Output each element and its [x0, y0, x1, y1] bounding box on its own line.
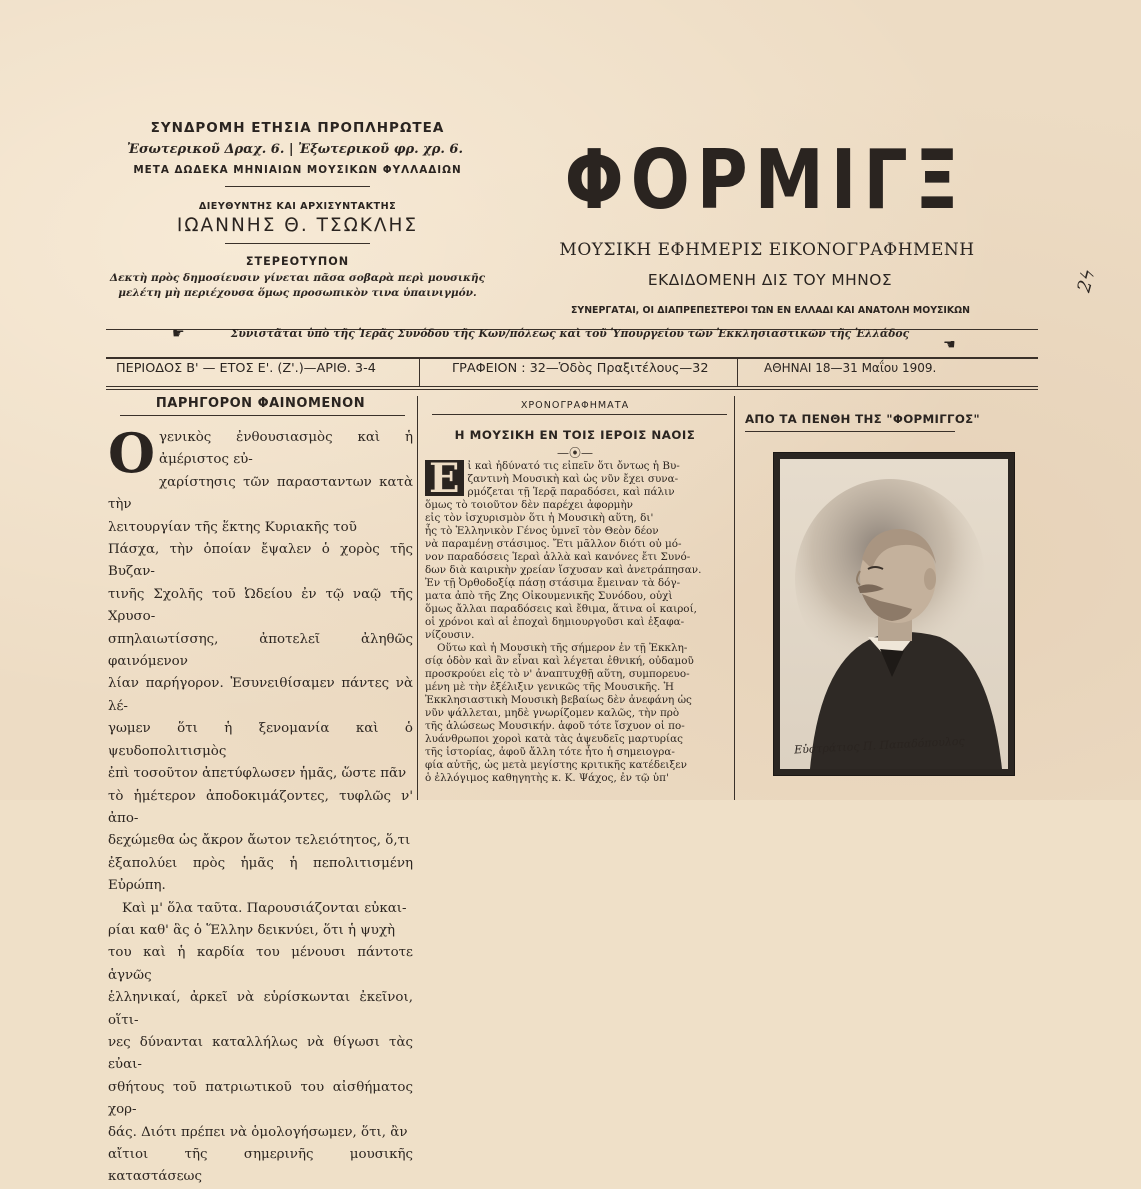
- masthead-contributors: ΣΥΝΕΡΓΑΤΑΙ, ΟΙ ΔΙΑΠΡΕΠΕΣΤΕΡΟΙ ΤΩΝ ΕΝ ΕΛΛΑΔΙ ΚΑΙ ΑΝΑΤΟΛΗ ΜΟΥΣΙΚΩΝ: [571, 305, 970, 316]
- col2-section-label: ΧΡΟΝΟΓΡΑΦΗΜΑΤΑ: [520, 400, 630, 411]
- subscription-heading: ΣΥΝΔΡΟΜΗ ΕΤΗΣΙΑ ΠΡΟΠΛΗΡΩΤΕΑ: [150, 120, 445, 136]
- issue-bar-divider-1: [419, 359, 420, 387]
- col2-article: [425, 455, 730, 800]
- issue-bar-top-rule: [106, 357, 1038, 359]
- issue-bar-bottom-rule-2: [106, 389, 1038, 390]
- col1-dropcap: Ο: [108, 421, 156, 485]
- pointing-hand-icon-left: ☛: [172, 326, 185, 342]
- portrait-figure: [780, 459, 1008, 769]
- issue-bar-divider-2: [737, 359, 738, 387]
- masthead-title: ΦΟΡΜΙΓΞ: [564, 133, 966, 228]
- col2-paragraph-2: Οὕτω καὶ ἡ Μουσικὴ τῆς σήμερον ἐν τῇ Ἐκκλη- σίᾳ ὁδὸν καὶ ἂν εἶναι καὶ λέγεται ἐθνική, οὐδαμοῦ προσκρούει εἰς τὸ ν' ἀναπτυχθῇ αὕτη, συμπορευο- μένη μὲ τὴν ἐξέλιξιν γενικῶς τῆς Μουσικῆς. Ἡ Ἐκκλησιαστικὴ Μουσικὴ βεβαίως δὲν ἀνεφάνη ὡς νῦν ψάλλεται, μηδὲ γνωρίζομεν καλῶς, τὴν πρὸ τῆς ἁλώσεως Μουσικήν. ἀφοῦ τότε ἴσχυον οἱ πο- λυάνθρωποι χοροὶ κατὰ τὰς ἀψευδεῖς μαρτυρίας τῆς ἱστορίας, ἀφοῦ ἄλλη τότε ἦτο ἡ σημειογρα- φία αὐτῆς, ὡς μετὰ μεγίστης κριτικῆς κατέδειξεν ὁ ἐλλόγιμος καθηγητὴς κ. Κ. Ψάχος, ἐν τῷ ὑπ': [425, 642, 694, 784]
- masthead-frequency: ΕΚΔΙΔΟΜΕΝΗ ΔΙΣ ΤΟΥ ΜΗΝΟΣ: [647, 271, 893, 289]
- col2-heading: Η ΜΟΥΣΙΚΗ ΕΝ ΤΟΙΣ ΙΕΡΟΙΣ ΝΑΟΙΣ: [454, 428, 696, 442]
- subscription-prices: Ἐσωτερικοῦ Δραχ. 6. | Ἐξωτερικοῦ φρ. χρ. 6.: [127, 142, 463, 157]
- director-name: ΙΩΑΝΝΗΣ Θ. ΤΣΩΚΛΗΣ: [176, 215, 419, 236]
- stereotype-label: ΣΤΕΡΕΟΤΥΠΟΝ: [245, 255, 350, 268]
- issue-date: ΑΘΗΝΑΙ 18—31 Μαΐου 1909.: [764, 361, 937, 375]
- portrait-photo: [780, 459, 1008, 769]
- recommendation-text: Συνιστᾶται ὑπὸ τῆς Ἱερᾶς Συνόδου τῆς Κων/πόλεως καὶ τοῦ Ὑπουργείου τῶν Ἐκκλησιαστικῶν τῆς Ἑλλάδος: [230, 327, 910, 340]
- portrait-signature: Εὐστράτιος Π. Παπαδόπουλος: [793, 734, 965, 757]
- director-label: ΔΙΕΥΘΥΝΤΗΣ ΚΑΙ ΑΡΧΙΣΥΝΤΑΚΤΗΣ: [198, 201, 397, 212]
- issue-bar-bottom-rule: [106, 386, 1038, 387]
- col1-article: [108, 421, 413, 1185]
- column-divider-2: [734, 396, 735, 800]
- col2-ornament: —⦿—: [556, 446, 593, 460]
- column-divider-1: [417, 396, 418, 800]
- header-divider-short: [225, 186, 370, 187]
- pointing-hand-icon-right: ☛: [943, 337, 956, 353]
- col2-lead-paragraph: ἰ καὶ ἠδύνατό τις εἰπεῖν ὅτι ὄντως ἡ Βυ- ζαντινὴ Μουσικὴ καὶ ὡς νῦν ἔχει συνα- ρμόζεται τῇ Ἱερᾷ παραδόσει, καὶ πάλιν ὅμως τὸ τοιοῦτον δὲν παρέχει ἀφορμὴν εἰς τὸν ἰσχυρισμὸν ὅτι ἡ Μουσικὴ αὕτη, δι' ἧς τὸ Ἑλληνικὸν Γένος ὑμνεῖ τὸν Θεὸν δέον νὰ παραμένῃ στάσιμος. Ἔτι μᾶλλον διότι οὐ μό- νον παραδόσεις Ἱεραὶ ἀλλὰ καὶ κανόνες ἔτι Συνό- δων διὰ καιρικὴν χρείαν ἴσχυσαν καὶ ἀνετράπησαν. Ἐν τῇ Ὀρθοδοξίᾳ πάσῃ στάσιμα ἔμειναν τὰ δόγ- ματα ἀπὸ τῆς Ζης Οἰκουμενικῆς Συνόδου, οὐχὶ ὅμως ἄλλαι παραδόσεις καὶ ἔθιμα, ἅτινα οἱ καιροί, οἱ χρόνοι καὶ αἱ ἐποχαὶ δημιουργοῦσι καὶ ἐξαφα- νίζουσιν.: [425, 460, 702, 641]
- col1-heading-underline: [120, 415, 405, 416]
- col2-dropcap: Ε: [425, 460, 464, 496]
- masthead-subtitle: ΜΟΥΣΙΚΗ ΕΦΗΜΕΡΙΣ ΕΙΚΟΝΟΓΡΑΦΗΜΕΝΗ: [559, 240, 975, 260]
- subscription-note: ΜΕΤΑ ΔΩΔΕΚΑ ΜΗΝΙΑΙΩΝ ΜΟΥΣΙΚΩΝ ΦΥΛΛΑΔΙΩΝ: [133, 164, 462, 176]
- stereotype-text: Δεκτὴ πρὸς δημοσίευσιν γίνεται πᾶσα σοβαρὰ περὶ μουσικῆς μελέτη μὴ περιέχουσα ὅμως προσωπικὸν τινα ὑπαινιγμόν.: [109, 272, 486, 299]
- col3-heading-underline: [745, 431, 955, 432]
- issue-period: ΠΕΡΙΟΔΟΣ Β' — ΕΤΟΣ Ε'. (Ζ'.)—ΑΡΙΘ. 3-4: [116, 361, 376, 376]
- col1-lead-paragraph: γενικὸς ἐνθουσιασμὸς καὶ ἡ ἀμέριστος εὐ- χαρίστησις τῶν παρασταντων κατὰ τὴν λειτουργίαν τῆς ἕκτης Κυριακῆς τοῦ Πάσχα, τὴν ὁποίαν ἔψαλεν ὁ χορὸς τῆς Βυζαν- τινῆς Σχολῆς τοῦ Ὠδείου ἐν τῷ ναῷ τῆς Χρυσο- σπηλαιωτίσσης, ἀποτελεῖ ἀληθῶς φαινόμενον λίαν παρήγορον. Ἐσυνειθίσαμεν πάντες νὰ λέ- γωμεν ὅτι ἡ ξενομανία καὶ ὁ ψευδοπολιτισμὸς ἐπὶ τοσοῦτον ἀπετύφλωσεν ἡμᾶς, ὥστε πᾶν τὸ ἡμέτερον ἀποδοκιμάζοντες, τυφλῶς ν' ἀπο- δεχώμεθα ὡς ἄκρον ἄωτον τελειότητος, ὅ,τι ἐξαπολύει πρὸς ἡμᾶς ἡ πεπολιτισμένη Εὐρώπη.: [108, 430, 413, 894]
- margin-mark: 2ϟ: [1073, 266, 1100, 295]
- col3-heading: ΑΠΟ ΤΑ ΠΕΝΘΗ ΤΗΣ "ΦΟΡΜΙΓΓΟΣ": [745, 412, 980, 426]
- header-divider-short-2: [225, 243, 370, 244]
- col1-paragraph-2: Καὶ μ' ὅλα ταῦτα. Παρουσιάζονται εὐκαι- ρίαι καθ' ἃς ὁ Ἕλλην δεικνύει, ὅτι ἡ ψυχὴ του καὶ ἡ καρδία του μένουσι πάντοτε ἁγνῶς ἑλληνικαί, ἀρκεῖ νὰ εὑρίσκωνται ἐκεῖνοι, οἵτι- νες δύνανται καταλλήλως νὰ θίγωσι τὰς εὐαι- σθήτους τοῦ πατριωτικοῦ του αἰσθήματος χορ- δάς. Διότι πρέπει νὰ ὁμολογήσωμεν, ὅτι, ἂν αἴτιοι τῆς σημερινῆς μουσικῆς καταστάσεως: [108, 900, 413, 1185]
- portrait-frame: [773, 452, 1015, 776]
- issue-office: ΓΡΑΦΕΙΟΝ : 32—Ὁδὸς Πραξιτέλους—32: [452, 361, 709, 376]
- col1-heading: ΠΑΡΗΓΟΡΟΝ ΦΑΙΝΟΜΕΝΟΝ: [155, 396, 366, 411]
- col2-section-rule: [432, 414, 727, 415]
